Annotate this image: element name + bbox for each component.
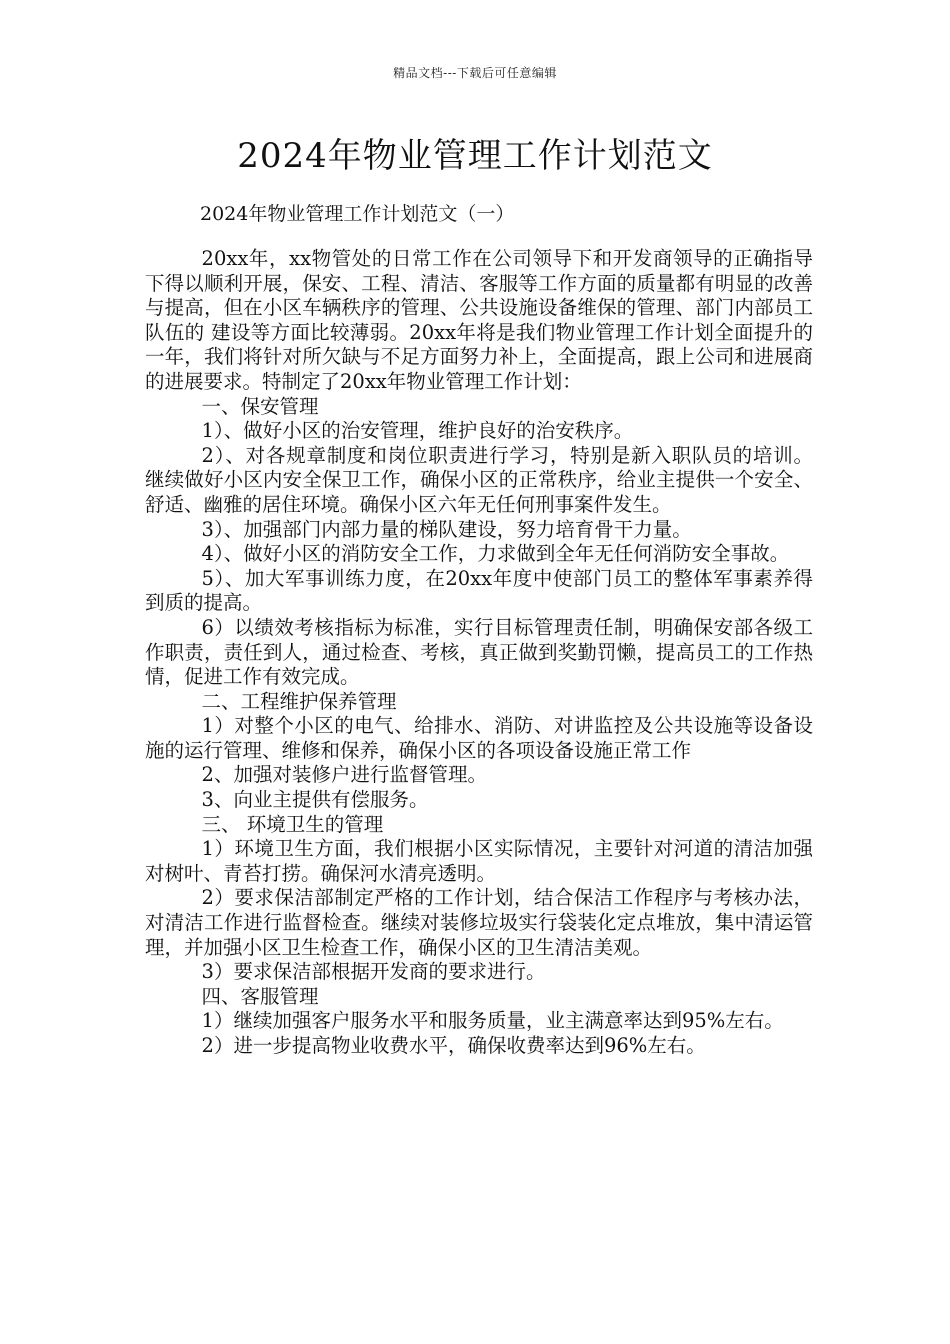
list-item: 1）继续加强客户服务水平和服务质量，业主满意率达到95%左右。 [201, 1009, 784, 1033]
list-item: 1）对整个小区的电气、给排水、消防、对讲监控及公共设施等设备设施的运行管理、维修和保养，确保小区的各项设备设施正常工作 [145, 714, 813, 762]
list-item: 2）、对各规章制度和岗位职责进行学习，特别是新入职队员的培训。 继续做好小区内安全保卫工作，确保小区的正常秩序，给业主提供一个安全、舒适、幽雅的居住环境。确保小区六年无任何刑事案件发生。 [145, 443, 813, 516]
list-item: 1）、做好小区的治安管理，维护良好的治安秩序。 [201, 419, 634, 443]
intro-paragraph: 20xx年，xx物管处的日常工作在公司领导下和开发商领导的正确指导下得以顺利开展，保安、工程、清洁、客服等工作方面的质量都有明显的改善与提高，但在小区车辆秩序的管理、公共设施设备维保的管理、部门内部员工队伍的 建设等方面比较薄弱。20xx年将是我们物业管理工作计划全面提升的一年，我们将针对所欠缺与不足方面努力补上，全面提高，跟上公司和进展商的进展要求。特制定了20xx年物业管理工作计划： [145, 247, 813, 393]
list-item: 5）、加大军事训练力度，在20xx年度中使部门员工的整体军事素养得到质的提高。 [145, 566, 813, 615]
document-subtitle: 2024年物业管理工作计划范文（一） [200, 203, 515, 225]
list-item: 1）环境卫生方面，我们根据小区实际情况，主要针对河道的清洁加强对树叶、青苔打捞。确保河水清亮透明。 [145, 837, 813, 885]
section-heading-security: 一、保安管理 [201, 394, 319, 418]
list-item: 2）进一步提高物业收费水平，确保收费率达到96%左右。 [201, 1034, 706, 1057]
section-heading-customer-service: 四、客服管理 [201, 984, 319, 1008]
list-item: 2、加强对装修户进行监督管理。 [201, 763, 487, 787]
list-item: 3）要求保洁部根据开发商的要求进行。 [201, 960, 546, 984]
section-heading-sanitation: 三、 环境卫生的管理 [201, 812, 384, 836]
document-title: 2024年物业管理工作计划范文 [237, 136, 713, 176]
list-item: 2）要求保洁部制定严格的工作计划，结合保洁工作程序与考核办法，对清洁工作进行监督检查。继续对装修垃圾实行袋装化定点堆放，集中清运管理，并加强小区卫生检查工作，确保小区的卫生清洁美观。 [145, 886, 813, 959]
list-item: 4）、做好小区的消防安全工作，力求做到全年无任何消防安全事故。 [201, 542, 790, 566]
header-note: 精品文档---下载后可任意编辑 [393, 66, 557, 80]
list-item: 6）以绩效考核指标为标准，实行目标管理责任制，明确保安部各级工作职责，责任到人，通过检查、考核，真正做到奖勤罚懒，提高员工的工作热情，促进工作有效完成。 [145, 615, 813, 689]
document-body [145, 247, 813, 1059]
section-heading-engineering: 二、工程维护保养管理 [201, 689, 397, 713]
list-item: 3、向业主提供有偿服务。 [201, 788, 429, 812]
list-item: 3）、加强部门内部力量的梯队建设，努力培育骨干力量。 [201, 517, 692, 541]
